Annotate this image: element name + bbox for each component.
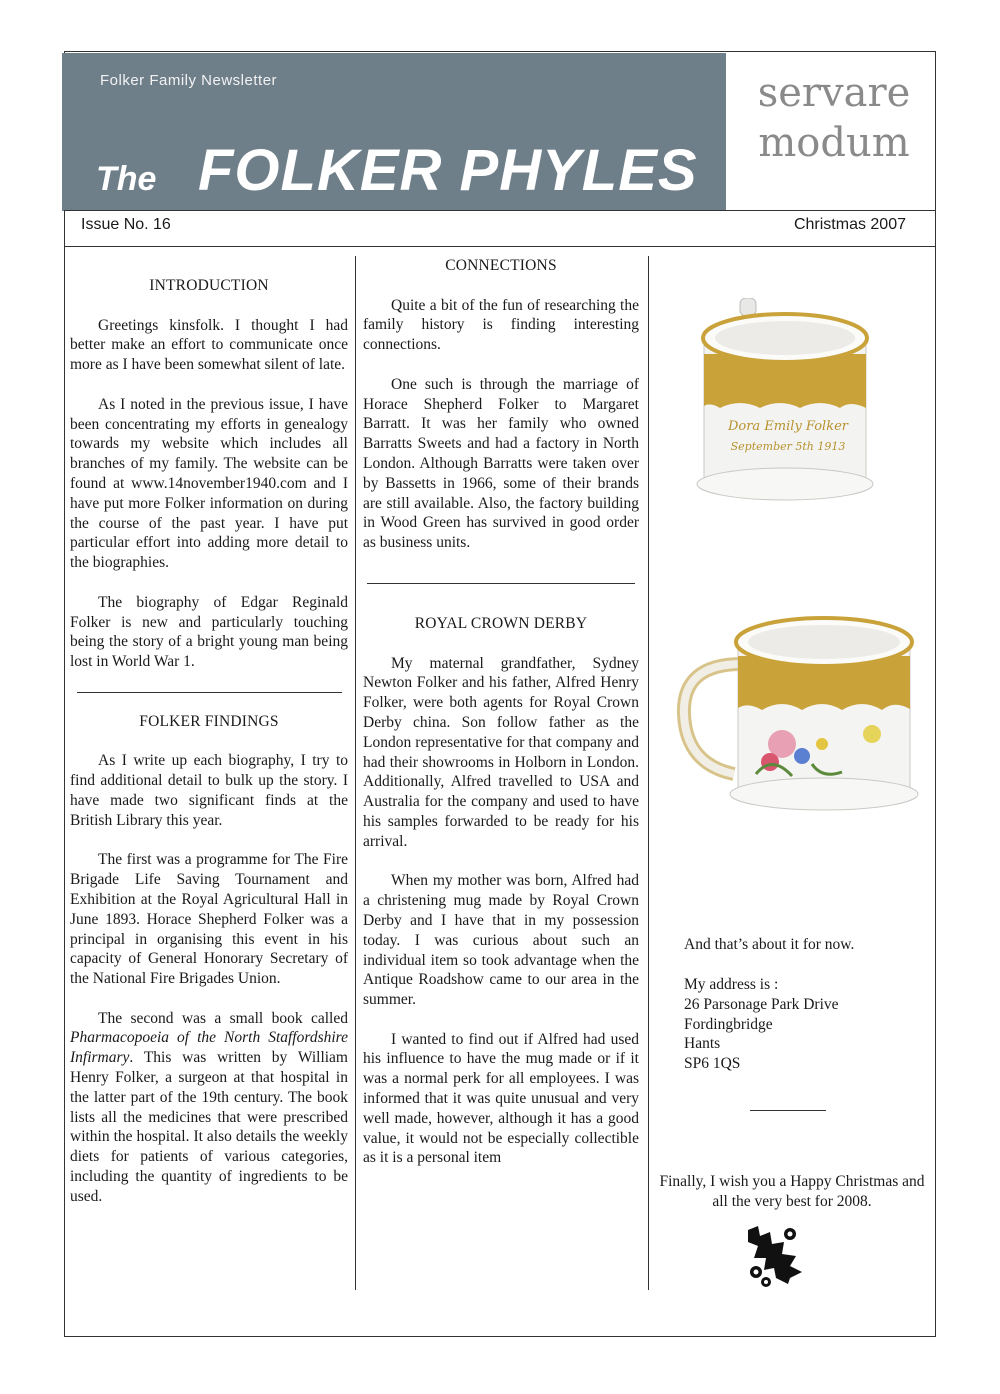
connections-heading: CONNECTIONS [445,257,557,274]
derby-paragraph-2: When my mother was born, Alfred had a christening mug made by Royal Crown Derby and I have that in my possession today. I was curious about such an individual item so took advantage when the Antique Roadshow came to our area in the summer. [363,872,639,1009]
intro-paragraph-2: As I noted in the previous issue, I have been concentrating my efforts in genealogy towards my website which includes all branches of my family. The website can be found at www.14november1940.com and I have put more Folker information on during the course of the past year. I have put particular effort into adding more detail to the biographies. [70,395,348,572]
motto-line-1: servare [757,70,911,116]
findings-paragraph-1: As I write up each biography, I try to find additional detail to bulk up the story. I have made two significant finds at the British Library this year. [70,752,348,829]
column-2 [363,256,639,1188]
issue-date: Christmas 2007 [793,216,906,233]
findings-p3-post: . This was written by William Henry Folker, a surgeon at that hospital in the latter part of the 19th century. The book lists all the medicines that were prescribed within the hospital. It also details the weekly diets for patients of various categories, including the quantity of ingredients to be used. [70,1049,348,1205]
closing-greeting: Finally, I wish you a Happy Christmas and all the very best for 2008. [659,1173,925,1210]
holly-icon [744,1222,810,1288]
address-line: 26 Parsonage Park Drive [684,995,839,1013]
connections-paragraph-1: Quite a bit of the fun of researching the family history is finding interesting connections. [363,296,639,354]
column-1 [70,276,348,1226]
derby-paragraph-3: I wanted to find out if Alfred had used his influence to have the mug made or if it was a normal perk for all employees. I was informed that it was quite unusual and very well made, however, although it has a good value, it would not be especially collectible as it is a personal item [363,1030,639,1167]
signoff: And that’s about it for now. [684,936,855,953]
section-separator [77,692,342,693]
connections-paragraph-2: One such is through the marriage of Horace Shepherd Folker to Margaret Barratt. It was her family who owned Barratts Sweets and had a factory in North London. Although Barratts were taken over by Bassetts in 1966, some of their brands are still available. Also, the factory building in Wood Green has survived in good order as business units. [363,375,639,552]
address-line: Fordingbridge [684,1015,773,1033]
address-line: Hants [684,1035,721,1053]
section-separator [367,583,635,584]
mug-photo-side [672,604,922,826]
title-article: The [96,160,157,198]
column-divider-1 [355,256,356,1290]
header-bottom-rule [64,246,936,247]
address-block [684,975,839,1074]
short-separator [750,1110,826,1111]
motto [748,68,920,168]
intro-heading: INTRODUCTION [149,277,269,294]
derby-heading: ROYAL CROWN DERBY [414,614,588,632]
column-divider-2 [648,256,649,1290]
mug-inscription-date: September 5th 1913 [730,440,846,453]
intro-paragraph-3: The biography of Edgar Reginald Folker is new and particularly touching being the story of a bright young man being lost in World War 1. [70,593,348,671]
masthead-rule [64,210,936,211]
book-title: Pharmacopoeia of the North Staffordshire Infirmary [70,1029,348,1067]
address-label: My address is : [684,976,779,993]
issue-number: Issue No. 16 [81,216,171,233]
findings-heading: FOLKER FINDINGS [139,712,279,730]
intro-paragraph-1: Greetings kinsfolk. I thought I had better make an effort to communicate once more as I have been somewhat silent of late. [70,316,348,374]
mug-photo-front [690,298,880,518]
mug-inscription-name: Dora Emily Folker [727,419,849,434]
findings-p3-pre: The second was a small book called [98,1009,348,1027]
motto-line-2: modum [758,120,910,166]
address-line: SP6 1QS [684,1055,741,1073]
findings-paragraph-3 [70,1009,348,1207]
newsletter-name: Folker Family Newsletter [100,72,278,89]
findings-paragraph-2: The first was a programme for The Fire Brigade Life Saving Tournament and Exhibition at the Royal Agricultural Hall in June 1893. Horace Shepherd Folker was a principal in organising this event in his capacity of General Honorary Secretary of the National Fire Brigades Union. [70,851,348,988]
newsletter-title: FOLKER PHYLES [198,138,698,203]
derby-paragraph-1: My maternal grandfather, Sydney Newton Folker and his father, Alfred Henry Folker, were both agents for Royal Crown Derby china. Son follow father as the London representative for that company and had their showrooms in Holborn in London. Additionally, Alfred travelled to USA and Australia for the company and used to have his samples forwarded to be ready for his arrival. [363,654,639,850]
